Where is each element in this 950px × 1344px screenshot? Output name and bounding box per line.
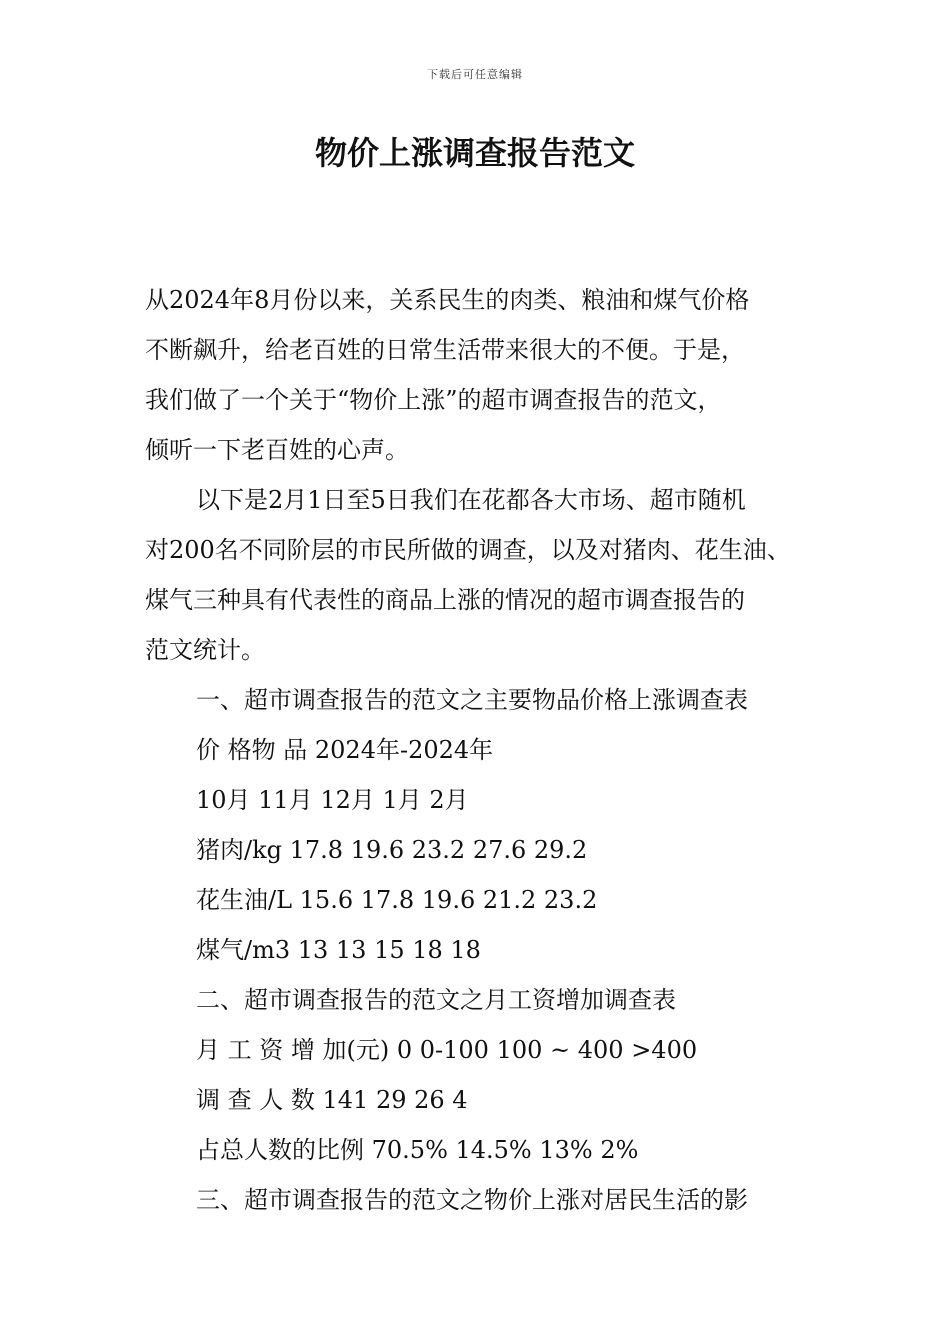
body-line: 以下是2月1日至5日我们在花都各大市场、超市随机 [196,486,746,514]
table-header-line: 10月 11月 12月 1月 2月 [196,786,469,814]
page-header-note: 下载后可任意编辑 [427,68,523,81]
table-header-line: 价 格物 品 2024年-2024年 [196,736,494,764]
table-row: 猪肉/kg 17.8 19.6 23.2 27.6 29.2 [196,836,588,864]
body-line: 倾听一下老百姓的心声。 [145,436,409,464]
document-title: 物价上涨调查报告范文 [314,134,635,172]
body-line: 从2024年8月份以来，关系民生的肉类、粮油和煤气价格 [145,286,750,314]
section-heading: 一、超市调查报告的范文之主要物品价格上涨调查表 [196,686,748,714]
table-row: 调 查 人 数 141 29 26 4 [196,1086,468,1114]
section-heading: 三、超市调查报告的范文之物价上涨对居民生活的影 [196,1186,748,1214]
table-row: 占总人数的比例 70.5% 14.5% 13% 2% [196,1136,639,1164]
section-heading: 二、超市调查报告的范文之月工资增加调查表 [196,986,676,1014]
body-line: 我们做了一个关于“物价上涨”的超市调查报告的范文， [145,386,722,414]
table-header-line: 月 工 资 增 加(元) 0 0-100 100 ~ 400 >400 [196,1036,698,1064]
table-row: 煤气/m3 13 13 15 18 18 [196,936,481,964]
body-line: 不断飙升，给老百姓的日常生活带来很大的不便。于是， [145,336,745,364]
body-line: 对200名不同阶层的市民所做的调查，以及对猪肉、花生油、 [145,536,791,564]
document-body [145,280,835,1230]
body-line: 范文统计。 [145,636,265,664]
table-row: 花生油/L 15.6 17.8 19.6 21.2 23.2 [196,886,598,914]
body-line: 煤气三种具有代表性的商品上涨的情况的超市调查报告的 [145,586,745,614]
